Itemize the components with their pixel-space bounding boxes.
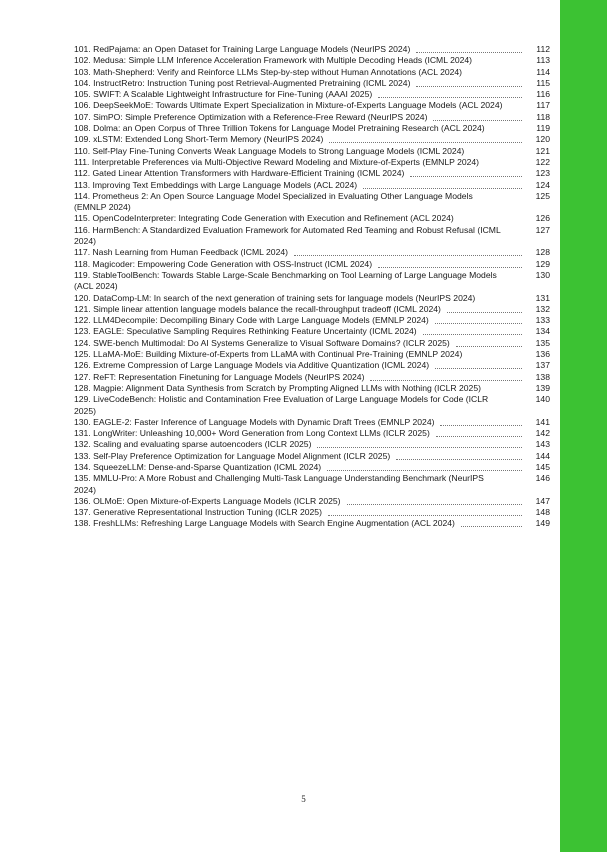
toc-entry-title: 101. RedPajama: an Open Dataset for Training Large Language Models (NeurIPS 2024) <box>74 44 411 54</box>
toc-entry-title: 105. SWIFT: A Scalable Lightweight Infrastructure for Fine-Tuning (AAAI 2025) <box>74 89 373 100</box>
dot-leader <box>440 417 522 426</box>
toc-entry-title: 107. SimPO: Simple Preference Optimization with a Reference-Free Reward (NeurIPS 2024) <box>74 111 428 122</box>
toc-entry-page: 147 <box>535 495 550 506</box>
toc-entry-page: 127 <box>535 224 550 235</box>
dot-leader <box>416 44 522 53</box>
toc-entry[interactable] <box>74 259 550 270</box>
toc-entry[interactable] <box>74 55 550 66</box>
dot-leader <box>435 360 522 369</box>
toc-entry-title: 130. EAGLE-2: Faster Inference of Language Models with Dynamic Draft Trees (EMNLP 2024) <box>74 416 435 427</box>
dot-leader <box>327 462 522 471</box>
toc-entry-title: 127. ReFT: Representation Finetuning for Language Models (NeurIPS 2024) <box>74 371 365 382</box>
toc-entry-title: 104. InstructRetro: Instruction Tuning post Retrieval-Augmented Pretraining (ICML 2024) <box>74 77 411 88</box>
toc-entry[interactable] <box>74 473 550 496</box>
dot-leader <box>485 157 522 165</box>
toc-entry-page: 144 <box>535 450 550 461</box>
toc-entry[interactable] <box>74 428 550 439</box>
toc-entry[interactable] <box>74 394 550 417</box>
dot-leader <box>481 293 522 301</box>
toc-entry[interactable] <box>74 270 550 293</box>
toc-entry-title: 121. Simple linear attention language models balance the recall-throughput tradeoff (ICML 2024) <box>74 303 441 314</box>
page-number: 5 <box>301 794 306 804</box>
toc-entry-title: 134. SqueezeLLM: Dense-and-Sparse Quantization (ICML 2024) <box>74 461 322 472</box>
toc-entry[interactable] <box>74 247 550 258</box>
toc-entry-title: 135. MMLU-Pro: A More Robust and Challenging Multi-Task Language Understanding Benchmark (NeurIPS 2024) <box>74 473 484 495</box>
toc-entry-title: 112. Gated Linear Attention Transformers with Hardware-Efficient Training (ICML 2024) <box>74 168 405 179</box>
toc-entry-title: 110. Self-Play Fine-Tuning Converts Weak Language Models to Strong Language Models (ICML 2024) <box>74 145 465 156</box>
toc-entry-page: 118 <box>536 111 550 122</box>
toc-entry-page: 129 <box>535 258 550 269</box>
dot-leader <box>378 89 522 98</box>
toc-entry-page: 133 <box>535 315 550 326</box>
toc-entry[interactable] <box>74 157 550 168</box>
toc-entry-title: 120. DataComp-LM: In search of the next generation of training sets for language models (NeurIPS 2024) <box>74 292 476 303</box>
toc-entry[interactable] <box>74 180 550 191</box>
toc-entry-title: 131. LongWriter: Unleashing 10,000+ Word Generation from Long Context LLMs (ICLR 2025) <box>74 428 430 439</box>
toc-entry-title: 106. DeepSeekMoE: Towards Ultimate Expert Specialization in Mixture-of-Experts Language Models (ACL 2024) <box>74 100 503 111</box>
toc-entry-title: 129. LiveCodeBench: Holistic and Contamination Free Evaluation of Large Language Models for Code (ICLR 2025) <box>74 394 489 416</box>
dot-leader <box>447 304 522 313</box>
toc-entry-page: 113 <box>536 55 550 66</box>
dot-leader <box>396 451 522 460</box>
dot-leader <box>433 112 522 121</box>
toc-entry-title: 111. Interpretable Preferences via Multi-Objective Reward Modeling and Mixture-of-Experts (EMNLP 2024) <box>74 156 480 167</box>
dot-leader <box>378 259 522 268</box>
toc-entry[interactable] <box>74 123 550 134</box>
toc-entry-page: 139 <box>535 382 550 393</box>
toc-entry-page: 116 <box>536 89 550 100</box>
toc-entry-page: 135 <box>535 337 550 348</box>
toc-entry-page: 143 <box>535 439 550 450</box>
dot-leader <box>510 473 522 481</box>
toc-entry[interactable] <box>74 518 550 529</box>
toc-entry-page: 132 <box>535 303 550 314</box>
toc-entry[interactable] <box>74 100 550 111</box>
toc-entry[interactable] <box>74 315 550 326</box>
toc-entry[interactable] <box>74 304 550 315</box>
dot-leader <box>328 507 522 516</box>
dot-leader <box>294 247 522 256</box>
toc-entry-title: 108. Dolma: an Open Corpus of Three Trillion Tokens for Language Model Pretraining Research (ACL 2024) <box>74 123 485 134</box>
toc-entry-title: 138. FreshLLMs: Refreshing Large Language Models with Search Engine Augmentation (ACL 2024) <box>74 518 455 529</box>
toc-entry[interactable] <box>74 78 550 89</box>
dot-leader <box>510 191 522 199</box>
toc-entry-title: 132. Scaling and evaluating sparse autoencoders (ICLR 2025) <box>74 439 312 450</box>
toc-entry[interactable] <box>74 213 550 224</box>
toc-entry-title: 109. xLSTM: Extended Long Short-Term Memory (NeurIPS 2024) <box>74 134 324 145</box>
dot-leader <box>370 372 522 381</box>
toc-entry-page: 146 <box>535 473 550 484</box>
toc-entry-page: 142 <box>535 428 550 439</box>
dot-leader <box>510 225 522 233</box>
toc-entry-page: 141 <box>535 416 550 427</box>
toc-entry-title: 123. EAGLE: Speculative Sampling Requires Rethinking Feature Uncertainty (ICML 2024) <box>74 326 417 337</box>
toc-entry-title: 116. HarmBench: A Standardized Evaluation Framework for Automated Red Teaming and Robust Refusal (ICML 2024) <box>74 224 501 247</box>
toc-entry-page: 149 <box>535 518 550 529</box>
toc-entry[interactable] <box>74 338 550 349</box>
toc-entry-page: 130 <box>535 269 550 280</box>
toc-entry[interactable] <box>74 225 550 248</box>
toc-entry-page: 134 <box>535 326 550 337</box>
dot-leader <box>478 55 522 63</box>
toc-entry[interactable] <box>74 451 550 462</box>
toc-entry-page: 121 <box>535 145 550 156</box>
toc-entry-title: 126. Extreme Compression of Large Language Models via Additive Quantization (ICML 2024) <box>74 360 430 371</box>
dot-leader <box>510 270 522 278</box>
toc-entry[interactable] <box>74 496 550 507</box>
dot-leader <box>508 100 522 108</box>
toc-entry[interactable] <box>74 293 550 304</box>
toc-entry-page: 138 <box>535 371 550 382</box>
dot-leader <box>470 146 522 154</box>
toc-entry-page: 131 <box>535 292 550 303</box>
toc-entry-page: 140 <box>535 394 550 405</box>
toc-entry[interactable] <box>74 89 550 100</box>
toc-entry[interactable] <box>74 191 550 214</box>
toc-entry-page: 114 <box>536 66 550 77</box>
dot-leader <box>461 518 522 527</box>
toc-entry-page: 125 <box>535 190 550 201</box>
toc-entry[interactable] <box>74 383 550 394</box>
toc-entry[interactable] <box>74 146 550 157</box>
dot-leader <box>510 394 522 402</box>
toc-entry-title: 103. Math-Shepherd: Verify and Reinforce LLMs Step-by-step without Human Annotations (ACL 2024) <box>74 66 463 77</box>
table-of-contents <box>74 44 550 530</box>
toc-entry-title: 137. Generative Representational Instruction Tuning (ICLR 2025) <box>74 507 322 518</box>
dot-leader <box>460 213 522 221</box>
dot-leader <box>468 67 522 75</box>
toc-entry-title: 124. SWE-bench Multimodal: Do AI Systems Generalize to Visual Software Domains? (ICLR 2025) <box>74 337 450 348</box>
toc-entry-title: 133. Self-Play Preference Optimization for Language Model Alignment (ICLR 2025) <box>74 450 391 461</box>
toc-entry-page: 119 <box>536 123 550 134</box>
toc-entry-title: 125. LLaMA-MoE: Building Mixture-of-Experts from LLaMA with Continual Pre-Training (EMNLP 2024) <box>74 349 463 360</box>
toc-entry-page: 124 <box>535 179 550 190</box>
dot-leader <box>329 134 522 143</box>
toc-entry-page: 148 <box>535 507 550 518</box>
toc-entry-page: 145 <box>535 461 550 472</box>
dot-leader <box>491 123 522 131</box>
toc-entry[interactable] <box>74 360 550 371</box>
toc-entry-title: 114. Prometheus 2: An Open Source Language Model Specialized in Evaluating Other Language Models (EMNLP 2024) <box>74 190 473 213</box>
toc-entry[interactable] <box>74 112 550 123</box>
dot-leader <box>487 383 522 391</box>
toc-entry-title: 136. OLMoE: Open Mixture-of-Experts Language Models (ICLR 2025) <box>74 495 341 506</box>
toc-entry[interactable] <box>74 326 550 337</box>
toc-entry[interactable] <box>74 67 550 78</box>
toc-entry-title: 102. Medusa: Simple LLM Inference Acceleration Framework with Multiple Decoding Heads (ICML 2024) <box>74 55 473 66</box>
toc-entry[interactable] <box>74 372 550 383</box>
toc-entry[interactable] <box>74 134 550 145</box>
toc-entry-title: 119. StableToolBench: Towards Stable Large-Scale Benchmarking on Tool Learning of Large Language Models (ACL 2024) <box>74 269 497 292</box>
toc-entry-page: 123 <box>535 168 550 179</box>
dot-leader <box>416 78 522 87</box>
dot-leader <box>347 496 522 505</box>
toc-entry[interactable] <box>74 44 550 55</box>
toc-entry[interactable] <box>74 168 550 179</box>
dot-leader <box>363 180 522 189</box>
toc-entry-page: 136 <box>535 349 550 360</box>
toc-entry[interactable] <box>74 417 550 428</box>
toc-entry-page: 120 <box>535 134 550 145</box>
dot-leader <box>436 428 522 437</box>
dot-leader <box>423 326 522 335</box>
toc-entry[interactable] <box>74 439 550 450</box>
toc-entry[interactable] <box>74 507 550 518</box>
dot-leader <box>456 338 522 347</box>
toc-entry-title: 117. Nash Learning from Human Feedback (ICML 2024) <box>74 247 288 258</box>
toc-entry[interactable] <box>74 462 550 473</box>
toc-entry-page: 117 <box>536 100 550 111</box>
toc-entry-page: 122 <box>535 156 550 167</box>
toc-entry-title: 115. OpenCodeInterpreter: Integrating Code Generation with Execution and Refinement (ACL 2024) <box>74 213 454 224</box>
dot-leader <box>468 349 522 357</box>
toc-entry[interactable] <box>74 349 550 360</box>
toc-entry-page: 115 <box>536 77 550 88</box>
toc-entry-page: 112 <box>536 44 550 54</box>
toc-entry-title: 118. Magicoder: Empowering Code Generation with OSS-Instruct (ICML 2024) <box>74 258 373 269</box>
toc-entry-page: 137 <box>535 360 550 371</box>
toc-entry-title: 122. LLM4Decompile: Decompiling Binary Code with Large Language Models (EMNLP 2024) <box>74 315 429 326</box>
dot-leader <box>435 315 522 324</box>
toc-entry-page: 126 <box>535 213 550 224</box>
green-sidebar-bar <box>560 0 607 852</box>
dot-leader <box>317 439 522 448</box>
toc-entry-title: 128. Magpie: Alignment Data Synthesis from Scratch by Prompting Aligned LLMs with Nothing (ICLR 2025) <box>74 382 481 393</box>
toc-entry-title: 113. Improving Text Embeddings with Large Language Models (ACL 2024) <box>74 179 358 190</box>
toc-entry-page: 128 <box>535 247 550 258</box>
dot-leader <box>410 168 522 177</box>
